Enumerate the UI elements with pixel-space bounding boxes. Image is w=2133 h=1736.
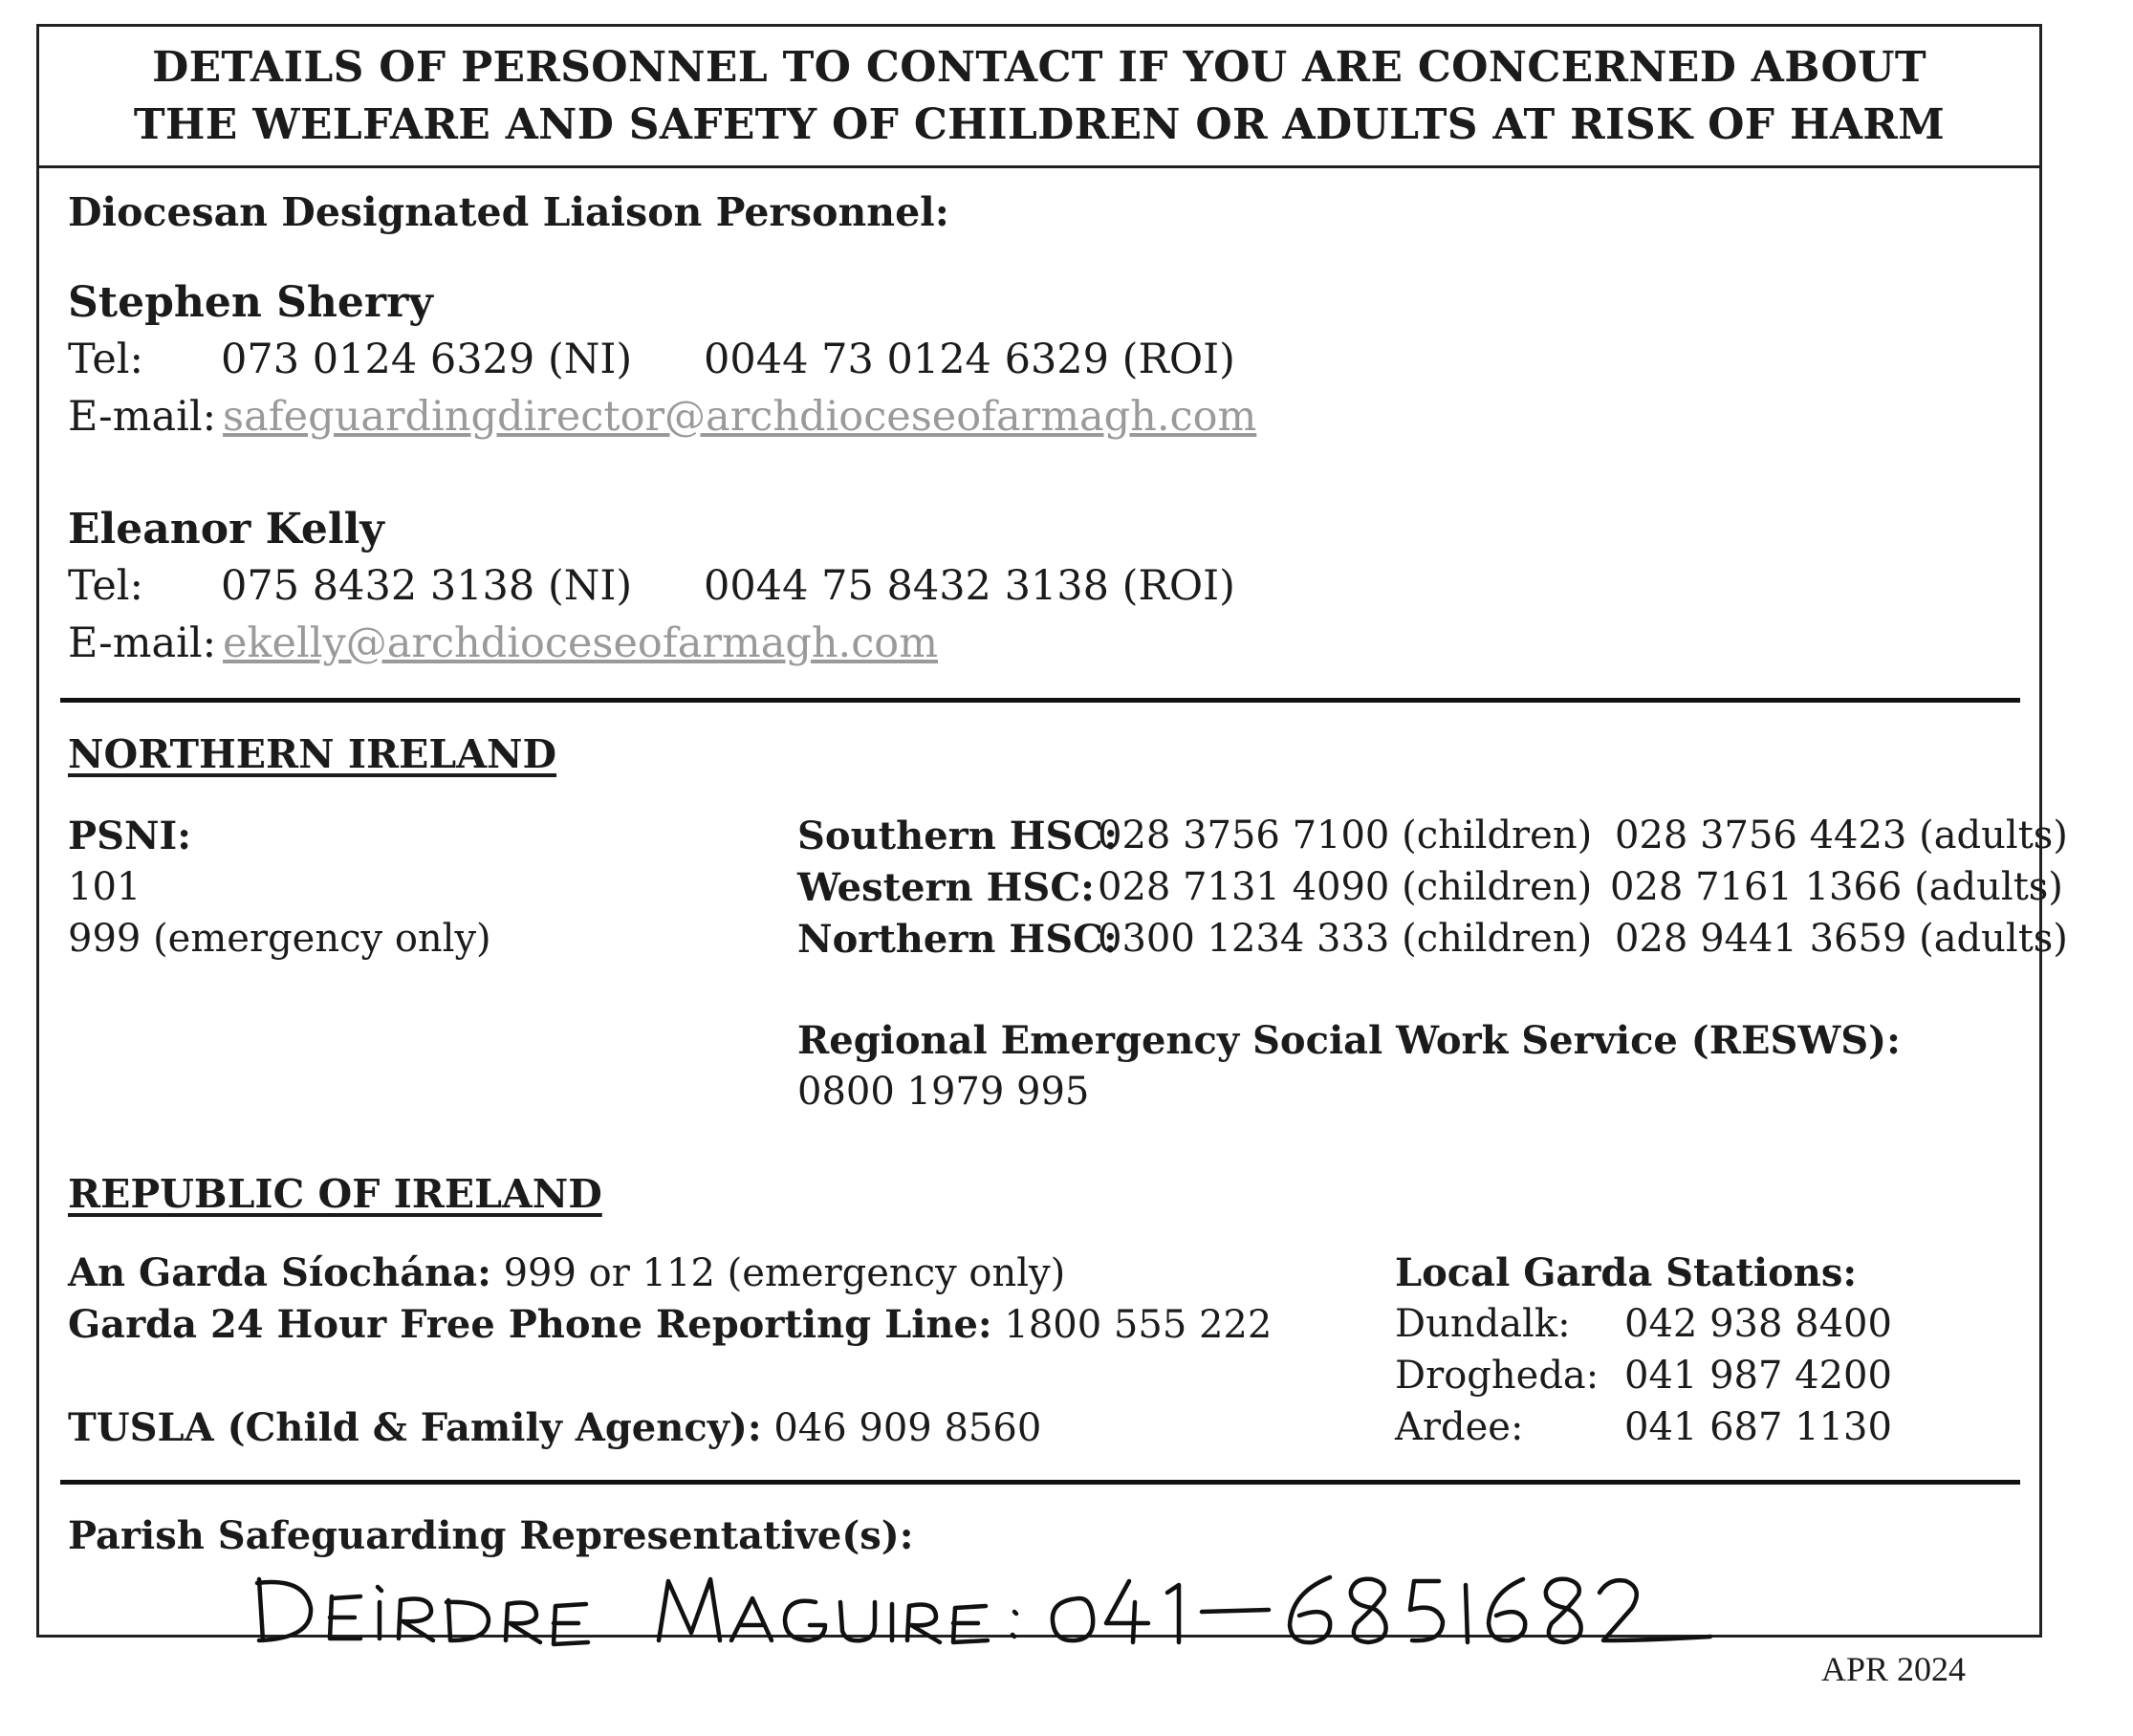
freephone-value: 1800 555 222 [1004,1303,1273,1347]
station-number: 042 938 8400 [1624,1302,1892,1346]
station-name: Drogheda: [1395,1354,1600,1398]
freephone-label: Garda 24 Hour Free Phone Reporting Line: [68,1302,992,1347]
email-link[interactable]: ekelly@archdioceseofarmagh.com [223,619,938,667]
title-block [39,27,2039,168]
hsc-children: 0300 1234 333 (children) [1098,917,1593,961]
psni-label: PSNI: [68,814,192,858]
hsc-label: Northern HSC: [797,917,1118,962]
tel-label: Tel: [68,336,144,383]
hsc-label: Southern HSC: [797,814,1119,858]
diocesan-heading: Diocesan Designated Liaison Personnel: [68,189,949,235]
tusla-label: TUSLA (Child & Family Agency): [68,1405,762,1450]
person-name: Stephen Sherry [68,278,433,327]
garda-label: An Garda Síochána: [68,1250,491,1295]
station-number: 041 687 1130 [1624,1405,1892,1449]
hsc-adults: 028 9441 3659 (adults) [1615,917,2068,961]
tusla-row [68,1405,1041,1450]
hsc-label: Western HSC: [797,865,1095,910]
parish-heading: Parish Safeguarding Representative(s): [68,1513,914,1558]
station-name: Ardee: [1395,1405,1524,1449]
tel-ni: 073 0124 6329 (NI) [221,336,633,383]
garda-value: 999 or 112 (emergency only) [503,1251,1066,1295]
station-name: Dundalk: [1395,1302,1571,1346]
email-link[interactable]: safeguardingdirector@archdioceseofarmagh.com [223,393,1257,441]
garda-stations-heading: Local Garda Stations: [1395,1250,1858,1295]
freephone-row [68,1302,1272,1347]
garda-row [68,1250,1065,1295]
tel-roi: 0044 75 8432 3138 (ROI) [704,562,1235,610]
footer-date: APR 2024 [1820,1650,1966,1688]
resws-label: Regional Emergency Social Work Service (RESWS): [797,1018,1901,1063]
section-divider [60,698,2020,703]
hsc-adults: 028 7161 1366 (adults) [1610,865,2063,909]
hsc-children: 028 3756 7100 (children) [1098,814,1593,857]
station-number: 041 987 4200 [1624,1354,1892,1398]
section-divider [60,1480,2020,1485]
email-label: E-mail: [68,619,217,667]
tel-ni: 075 8432 3138 (NI) [221,562,633,610]
tusla-value: 046 909 8560 [773,1406,1042,1450]
handwritten-parish-contact [230,1564,1722,1652]
title-line-2: THE WELFARE AND SAFETY OF CHILDREN OR ADULTS AT RISK OF HARM [133,99,1946,149]
email-label: E-mail: [68,393,217,441]
ni-heading: NORTHERN IRELAND [68,731,557,777]
tel-label: Tel: [68,562,144,610]
psni-emergency: 999 (emergency only) [68,917,491,961]
roi-heading: REPUBLIC OF IRELAND [68,1171,602,1217]
hsc-adults: 028 3756 4423 (adults) [1615,814,2068,857]
psni-number: 101 [68,865,141,909]
contact-details-frame [36,24,2068,1638]
person-name: Eleanor Kelly [68,505,384,553]
resws-number: 0800 1979 995 [797,1070,1090,1114]
hsc-children: 028 7131 4090 (children) [1098,865,1593,909]
title-line-1: DETAILS OF PERSONNEL TO CONTACT IF YOU ARE CONCERNED ABOUT [152,42,1926,92]
tel-roi: 0044 73 0124 6329 (ROI) [704,336,1235,383]
